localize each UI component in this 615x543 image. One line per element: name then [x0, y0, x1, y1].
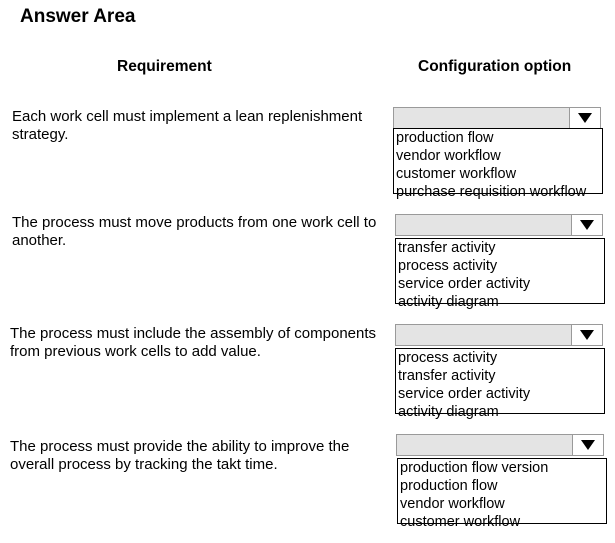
configuration-column-header: Configuration option [418, 58, 572, 75]
dropdown-option[interactable]: production flow [400, 478, 498, 494]
dropdown-option[interactable]: customer workflow [400, 514, 521, 530]
configuration-dropdown[interactable] [393, 107, 601, 129]
dropdown-options-list [397, 458, 607, 530]
triangle-down-icon [579, 329, 595, 341]
dropdown-option[interactable]: service order activity [398, 276, 531, 292]
dropdown-option[interactable]: activity diagram [398, 404, 499, 420]
requirement-text: Each work cell must implement a lean replenishment strategy. [12, 108, 363, 143]
configuration-dropdown[interactable] [396, 434, 604, 456]
dropdown-options-list [395, 238, 605, 310]
dropdown-option[interactable]: transfer activity [398, 368, 496, 384]
triangle-down-icon [580, 439, 596, 451]
dropdown-option[interactable]: process activity [398, 258, 498, 274]
dropdown-option[interactable]: vendor workflow [400, 496, 505, 512]
triangle-down-icon [579, 219, 595, 231]
dropdown-option[interactable]: production flow [396, 130, 494, 146]
dropdown-arrow-button[interactable] [572, 435, 603, 455]
dropdown-option[interactable]: activity diagram [398, 294, 499, 310]
answer-area-title: Answer Area [20, 6, 136, 27]
dropdown-options-list [393, 128, 603, 200]
requirement-text: The process must move products from one work cell to another. [12, 214, 377, 249]
requirement-column-header: Requirement [117, 58, 212, 75]
dropdown-option[interactable]: process activity [398, 350, 498, 366]
dropdown-option[interactable]: customer workflow [396, 166, 517, 182]
requirement-text: The process must provide the ability to improve the overall process by tracking the takt time. [10, 438, 350, 473]
dropdown-option[interactable]: transfer activity [398, 240, 496, 256]
dropdown-option[interactable]: service order activity [398, 386, 531, 402]
dropdown-option[interactable]: purchase requisition workflow [396, 184, 587, 200]
dropdown-arrow-button[interactable] [569, 108, 600, 128]
dropdown-arrow-button[interactable] [571, 325, 602, 345]
dropdown-arrow-button[interactable] [571, 215, 602, 235]
requirement-text: The process must include the assembly of components from previous work cells to add value. [10, 325, 377, 360]
dropdown-option[interactable]: vendor workflow [396, 148, 501, 164]
dropdown-option[interactable]: production flow version [400, 460, 549, 476]
configuration-dropdown[interactable] [395, 324, 603, 346]
configuration-dropdown[interactable] [395, 214, 603, 236]
triangle-down-icon [577, 112, 593, 124]
dropdown-options-list [395, 348, 605, 420]
